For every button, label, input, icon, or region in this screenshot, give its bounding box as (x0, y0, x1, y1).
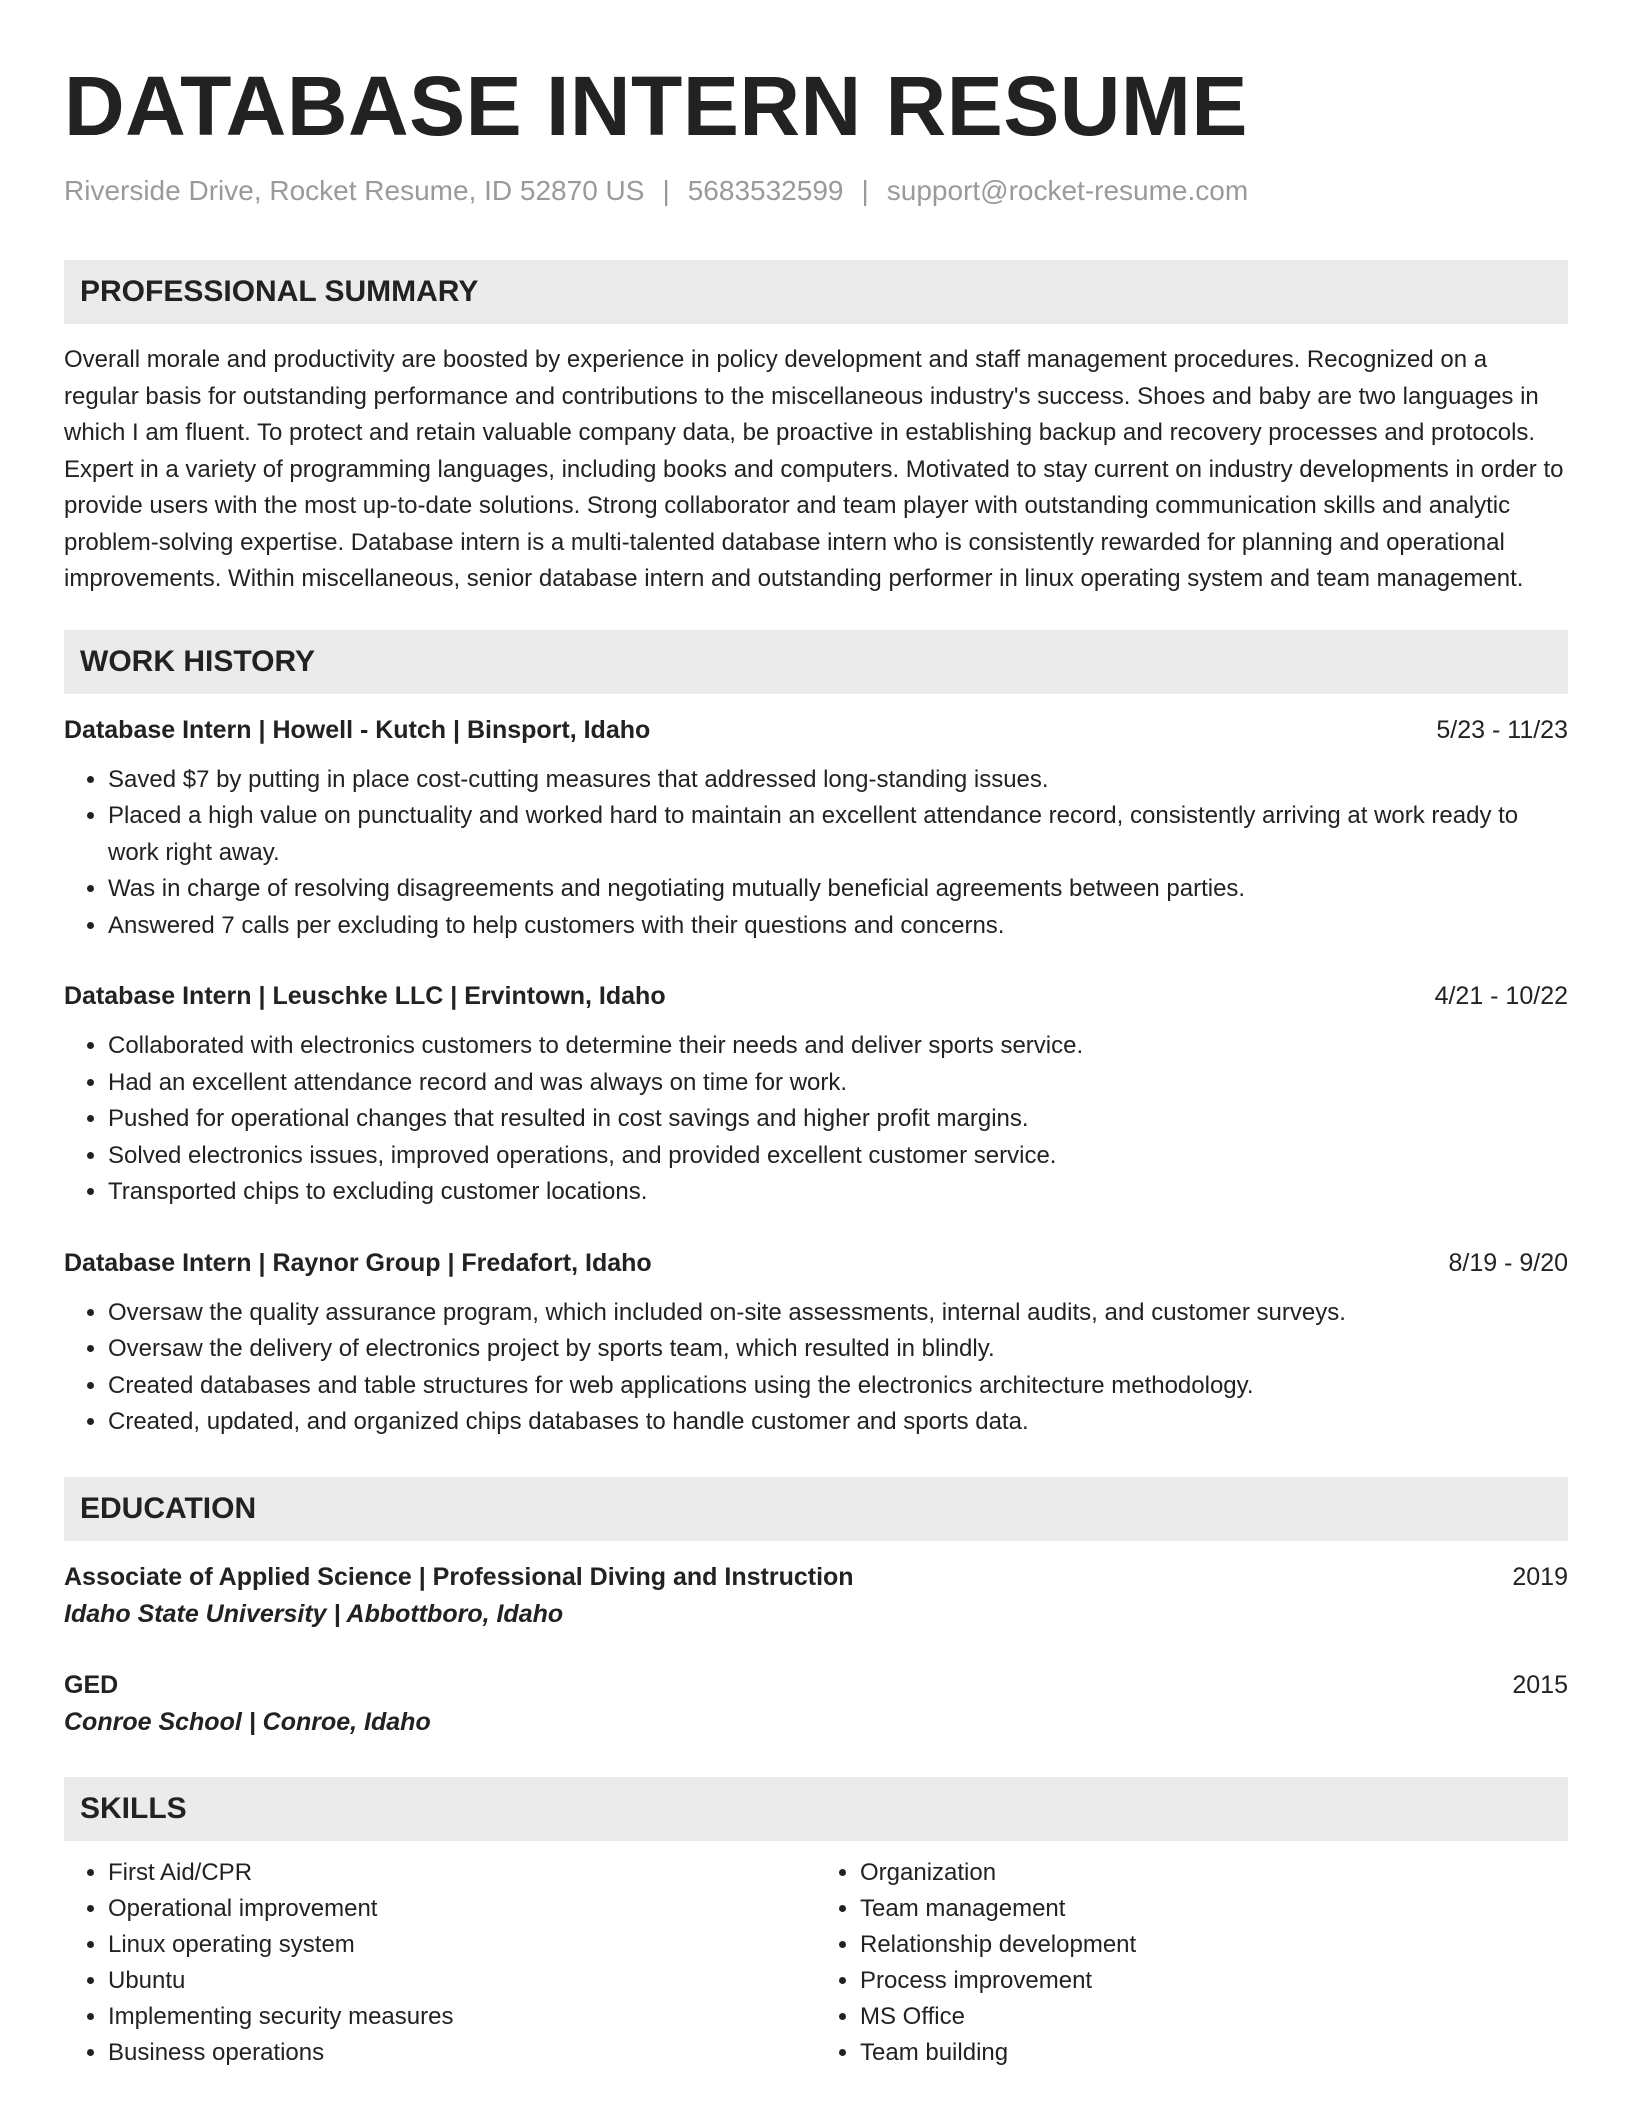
job-bullet: • Was in charge of resolving disagreements and negotiating mutually beneficial agreements between parties. (108, 871, 1568, 908)
job-bullets (64, 1028, 1568, 1211)
job-bullet: • Placed a high value on punctuality and worked hard to maintain an excellent attendance record, consistently arriving at work ready to work right away. (108, 798, 1568, 871)
skill-item: • Implementing security measures (108, 1999, 816, 2035)
job-entry (64, 1245, 1568, 1441)
skill-item: • Team building (860, 2035, 1568, 2071)
contact-line (64, 174, 1568, 208)
education-degree: GED (64, 1670, 119, 1699)
job-bullet: • Created, updated, and organized chips databases to handle customer and sports data. (108, 1404, 1568, 1441)
job-title: Database Intern | Raynor Group | Fredafort, Idaho (64, 1248, 652, 1277)
job-dates: 8/19 - 9/20 (1448, 1248, 1568, 1277)
job-bullet: • Collaborated with electronics customers to determine their needs and deliver sports service. (108, 1028, 1568, 1065)
education-year: 2015 (1512, 1670, 1568, 1699)
job-title: Database Intern | Howell - Kutch | Binsport, Idaho (64, 715, 651, 744)
contact-separator: | (662, 175, 670, 206)
job-bullets (64, 1295, 1568, 1441)
contact-email: support@rocket-resume.com (886, 175, 1249, 206)
education-entry (64, 1559, 1568, 1633)
job-title: Database Intern | Leuschke LLC | Ervintown, Idaho (64, 982, 666, 1010)
skill-item: • Process improvement (860, 1963, 1568, 1999)
job-bullet: • Transported chips to excluding customer locations. (108, 1174, 1568, 1211)
job-bullets (64, 762, 1568, 945)
skill-item: • Linux operating system (108, 1927, 816, 1963)
skill-item: • MS Office (860, 1999, 1568, 2035)
job-bullet: • Solved electronics issues, improved operations, and provided excellent customer service. (108, 1138, 1568, 1175)
job-bullet: • Oversaw the delivery of electronics project by sports team, which resulted in blindly. (108, 1331, 1568, 1368)
job-header (64, 1245, 1568, 1281)
job-dates: 4/21 - 10/22 (1434, 982, 1568, 1010)
job-entry (64, 712, 1568, 945)
section-header-skills: SKILLS (64, 1777, 1568, 1841)
skill-item: • Relationship development (860, 1927, 1568, 1963)
education-year: 2019 (1512, 1562, 1568, 1591)
job-entry (64, 978, 1568, 1211)
education-header (64, 1559, 1568, 1595)
section-header-education: EDUCATION (64, 1477, 1568, 1541)
job-bullet: • Oversaw the quality assurance program, which included on-site assessments, internal audits, and customer surveys. (108, 1295, 1568, 1332)
skills-grid (64, 1855, 1568, 2071)
job-header (64, 978, 1568, 1014)
summary-text: Overall morale and productivity are boosted by experience in policy development and staff management procedures. Recognized on a regular basis for outstanding performance and contributions to the miscellaneous industry's success. Shoes and baby are two languages in which I am fluent. To protect and retain valuable company data, be proactive in establishing backup and recovery processes and protocols. Expert in a variety of programming languages, including books and computers. Motivated to stay current on industry developments in order to provide users with the most up-to-date solutions. Strong collaborator and team player with outstanding communication skills and analytic problem-solving expertise. Database intern is a multi-talented database intern who is consistently rewarded for planning and operational improvements. Within miscellaneous, senior database intern and outstanding performer in linux operating system and team management. (64, 346, 1564, 592)
education-entry (64, 1667, 1568, 1741)
section-header-summary: PROFESSIONAL SUMMARY (64, 260, 1568, 324)
skill-item: • Organization (860, 1855, 1568, 1891)
resume-page (64, 0, 1568, 2071)
skills-column-right (816, 1855, 1568, 2071)
skill-item: • Operational improvement (108, 1891, 816, 1927)
skill-item: • Business operations (108, 2035, 816, 2071)
skill-item: • Team management (860, 1891, 1568, 1927)
contact-phone: 5683532599 (687, 175, 844, 206)
job-dates: 5/23 - 11/23 (1436, 715, 1568, 744)
job-bullet: • Created databases and table structures for web applications using the electronics architecture methodology. (108, 1368, 1568, 1405)
skill-item: • Ubuntu (108, 1963, 816, 1999)
skills-column-left (64, 1855, 816, 2071)
section-header-work-history: WORK HISTORY (64, 630, 1568, 694)
job-bullet: • Pushed for operational changes that resulted in cost savings and higher profit margins. (108, 1101, 1568, 1138)
job-bullet: • Had an excellent attendance record and was always on time for work. (108, 1065, 1568, 1102)
skill-item: • First Aid/CPR (108, 1855, 816, 1891)
resume-title: DATABASE INTERN RESUME (64, 59, 1248, 153)
education-school: Conroe School | Conroe, Idaho (64, 1707, 431, 1736)
job-bullet: • Answered 7 calls per excluding to help customers with their questions and concerns. (108, 908, 1568, 945)
job-bullet: • Saved $7 by putting in place cost-cutting measures that addressed long-standing issues. (108, 762, 1568, 799)
education-school: Idaho State University | Abbottboro, Idaho (64, 1599, 564, 1628)
contact-address: Riverside Drive, Rocket Resume, ID 52870 US (64, 175, 645, 206)
education-degree: Associate of Applied Science | Professional Diving and Instruction (64, 1562, 854, 1591)
education-header (64, 1667, 1568, 1703)
contact-separator: | (861, 175, 869, 206)
job-header (64, 712, 1568, 748)
